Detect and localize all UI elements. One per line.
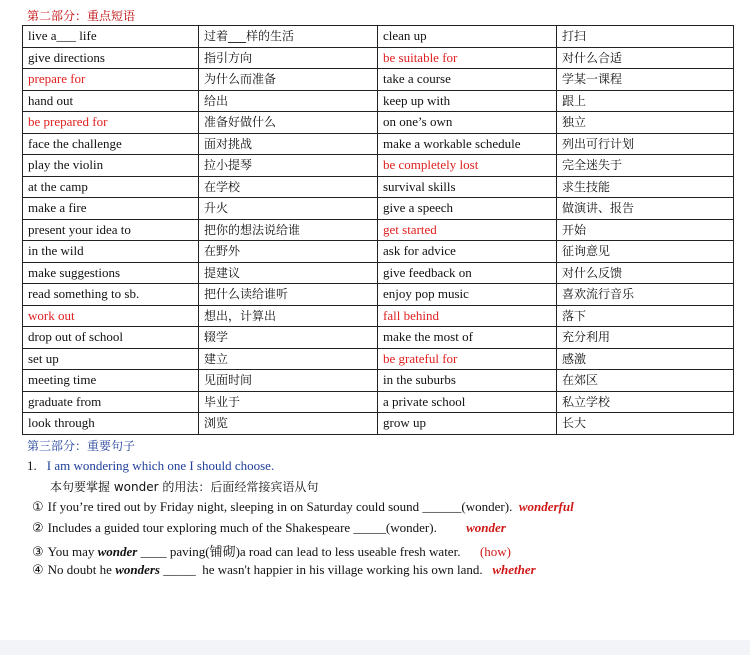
table-row xyxy=(23,198,734,220)
meaning-cell: 完全迷失于 xyxy=(557,155,734,177)
section-3-title: 第三部分：重要句子 xyxy=(27,439,136,453)
meaning-cell: 把什么读给谁听 xyxy=(199,284,378,306)
example-marker: ② xyxy=(32,521,44,536)
meaning-cell: 长大 xyxy=(557,413,734,435)
key-sentence xyxy=(27,458,274,474)
example-sentence xyxy=(32,499,574,515)
meaning-cell: 辍学 xyxy=(199,327,378,349)
phrase-cell: give feedback on xyxy=(378,262,557,284)
phrase-cell: live a___ life xyxy=(23,26,199,48)
meaning-cell: 面对挑战 xyxy=(199,133,378,155)
meaning-cell: 学某一课程 xyxy=(557,69,734,91)
sentence-text: I am wondering which one I should choose. xyxy=(46,458,275,473)
meaning-cell: 在学校 xyxy=(199,176,378,198)
phrase-cell: ask for advice xyxy=(378,241,557,263)
usage-note: 本句要掌握 wonder 的用法：后面经常接宾语从句 xyxy=(50,480,319,494)
meaning-cell: 在郊区 xyxy=(557,370,734,392)
phrase-cell: hand out xyxy=(23,90,199,112)
phrase-cell: fall behind xyxy=(378,305,557,327)
phrase-cell: grow up xyxy=(378,413,557,435)
phrase-cell: a private school xyxy=(378,391,557,413)
meaning-cell: 列出可行计划 xyxy=(557,133,734,155)
phrase-table xyxy=(22,25,734,435)
table-row xyxy=(23,69,734,91)
example-text: You may xyxy=(47,544,98,559)
emphasis-text: wonder xyxy=(97,544,138,559)
meaning-cell: 对什么合适 xyxy=(557,47,734,69)
phrase-cell: make suggestions xyxy=(23,262,199,284)
phrase-cell: keep up with xyxy=(378,90,557,112)
phrase-cell: give directions xyxy=(23,47,199,69)
phrase-cell: in the wild xyxy=(23,241,199,263)
item-number: 1. xyxy=(27,458,37,473)
phrase-cell: work out xyxy=(23,305,199,327)
meaning-cell: 给出 xyxy=(199,90,378,112)
meaning-cell: 对什么反馈 xyxy=(557,262,734,284)
meaning-cell: 浏览 xyxy=(199,413,378,435)
phrase-cell: be prepared for xyxy=(23,112,199,134)
table-row xyxy=(23,413,734,435)
example-marker: ③ xyxy=(32,545,44,560)
section-2-title: 第二部分：重点短语 xyxy=(27,9,136,23)
phrase-cell: meeting time xyxy=(23,370,199,392)
phrase-cell: make a fire xyxy=(23,198,199,220)
meaning-cell: 独立 xyxy=(557,112,734,134)
meaning-cell: 指引方向 xyxy=(199,47,378,69)
phrase-cell: at the camp xyxy=(23,176,199,198)
meaning-cell: 准备好做什么 xyxy=(199,112,378,134)
table-row xyxy=(23,284,734,306)
example-sentence xyxy=(32,541,511,560)
phrase-cell: play the violin xyxy=(23,155,199,177)
phrase-cell: prepare for xyxy=(23,69,199,91)
phrase-cell: graduate from xyxy=(23,391,199,413)
example-text: No doubt he xyxy=(47,562,116,577)
example-marker: ④ xyxy=(32,563,44,578)
table-row xyxy=(23,176,734,198)
phrase-cell: survival skills xyxy=(378,176,557,198)
table-row xyxy=(23,241,734,263)
table-row xyxy=(23,391,734,413)
phrase-cell: be grateful for xyxy=(378,348,557,370)
table-row xyxy=(23,262,734,284)
table-row xyxy=(23,90,734,112)
table-row xyxy=(23,327,734,349)
meaning-cell: 过着___样的生活 xyxy=(199,26,378,48)
table-row xyxy=(23,370,734,392)
meaning-cell: 开始 xyxy=(557,219,734,241)
meaning-cell: 把你的想法说给谁 xyxy=(199,219,378,241)
emphasis-text: wonders xyxy=(115,562,160,577)
table-row xyxy=(23,219,734,241)
phrase-cell: present your idea to xyxy=(23,219,199,241)
meaning-cell: 打扫 xyxy=(557,26,734,48)
meaning-cell: 跟上 xyxy=(557,90,734,112)
meaning-cell: 喜欢流行音乐 xyxy=(557,284,734,306)
table-row xyxy=(23,155,734,177)
example-sentence xyxy=(32,562,536,578)
phrase-cell: drop out of school xyxy=(23,327,199,349)
page-bottom-strip xyxy=(0,640,750,655)
example-text: Includes a guided tour exploring much of the Shakespeare _____(wonder). xyxy=(47,520,467,535)
phrase-cell: make the most of xyxy=(378,327,557,349)
phrase-cell: set up xyxy=(23,348,199,370)
table-row xyxy=(23,305,734,327)
phrase-cell: on one’s own xyxy=(378,112,557,134)
phrase-cell: get started xyxy=(378,219,557,241)
table-row xyxy=(23,133,734,155)
table-row xyxy=(23,112,734,134)
phrase-cell: in the suburbs xyxy=(378,370,557,392)
meaning-cell: 毕业于 xyxy=(199,391,378,413)
phrase-cell: give a speech xyxy=(378,198,557,220)
table-row xyxy=(23,26,734,48)
meaning-cell: 求生技能 xyxy=(557,176,734,198)
meaning-cell: 做演讲、报告 xyxy=(557,198,734,220)
example-marker: ① xyxy=(32,500,44,515)
example-sentence xyxy=(32,520,506,536)
meaning-cell: 想出，计算出 xyxy=(199,305,378,327)
answer-text: wonder xyxy=(466,520,506,535)
phrase-cell: take a course xyxy=(378,69,557,91)
meaning-cell: 提建议 xyxy=(199,262,378,284)
meaning-cell: 拉小提琴 xyxy=(199,155,378,177)
phrase-cell: read something to sb. xyxy=(23,284,199,306)
phrase-cell: enjoy pop music xyxy=(378,284,557,306)
meaning-cell: 见面时间 xyxy=(199,370,378,392)
phrase-cell: be suitable for xyxy=(378,47,557,69)
example-text: ____ paving(铺砌)a road can lead to less useable fresh water. xyxy=(137,544,480,559)
phrase-cell: clean up xyxy=(378,26,557,48)
phrase-cell: be completely lost xyxy=(378,155,557,177)
meaning-cell: 感激 xyxy=(557,348,734,370)
table-row xyxy=(23,47,734,69)
phrase-cell: face the challenge xyxy=(23,133,199,155)
answer-text: whether xyxy=(492,562,536,577)
meaning-cell: 在野外 xyxy=(199,241,378,263)
example-text: If you’re tired out by Friday night, sleeping in on Saturday could sound ______(wonder). xyxy=(47,499,519,514)
phrase-cell: look through xyxy=(23,413,199,435)
meaning-cell: 落下 xyxy=(557,305,734,327)
meaning-cell: 征询意见 xyxy=(557,241,734,263)
answer-text: (how) xyxy=(479,544,511,559)
example-text: _____ he wasn't happier in his village working his own land. xyxy=(159,562,493,577)
meaning-cell: 充分利用 xyxy=(557,327,734,349)
phrase-cell: make a workable schedule xyxy=(378,133,557,155)
meaning-cell: 建立 xyxy=(199,348,378,370)
meaning-cell: 私立学校 xyxy=(557,391,734,413)
answer-text: wonderful xyxy=(518,499,574,514)
meaning-cell: 升火 xyxy=(199,198,378,220)
table-row xyxy=(23,348,734,370)
meaning-cell: 为什么而准备 xyxy=(199,69,378,91)
